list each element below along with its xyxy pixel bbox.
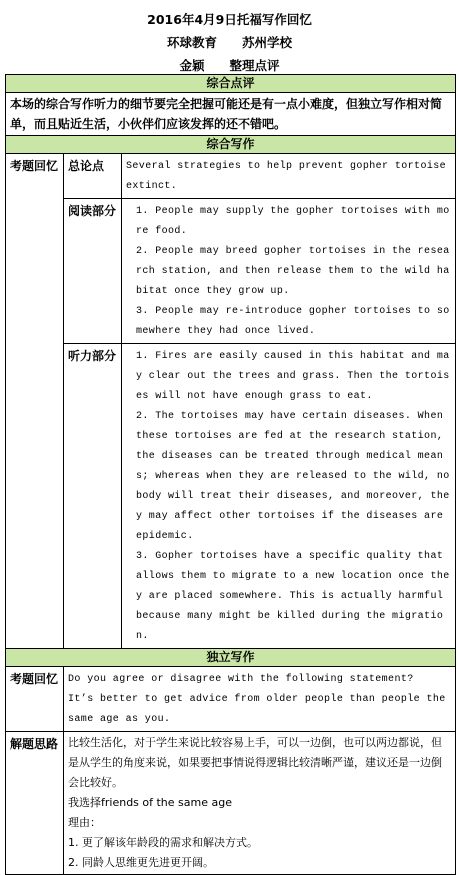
content-table <box>5 74 456 875</box>
reading-point: 1. People may supply the gopher tortoises with more food. <box>136 206 450 237</box>
listening-label: 听力部分 <box>64 344 122 649</box>
analysis-row <box>6 732 456 875</box>
listening-point: 1. Fires are easily caused in this habitat and may clear out the trees and grass. Then the tortoises will not have enough grass to eat. <box>136 351 450 402</box>
reason-item: 2. 同龄人思维更先进更开阔。 <box>68 856 214 869</box>
reading-point: 2. People may breed gopher tortoises in the research station, and then release them to the wild habitat once they grow up. <box>136 246 450 297</box>
independent-heading-row <box>6 649 456 667</box>
analysis-label: 解题思路 <box>6 732 64 875</box>
author-line: 金颖 整理点评 <box>179 58 280 73</box>
reason-item: 1. 更了解该年龄段的需求和解决方式。 <box>68 836 258 849</box>
listening-row <box>6 344 456 649</box>
topic-label: 总论点 <box>64 154 122 199</box>
question-line: It’s better to get advice from older people than people the same age as you. <box>68 694 446 725</box>
summary-text: 本场的综合写作听力的细节要完全把握可能还是有一点小难度，但独立写作相对简单，而且贴近生活，小伙伴们应该发挥的还不错吧。 <box>6 93 456 136</box>
listening-point: 2. The tortoises may have certain diseases. When these tortoises are fed at the research station, the diseases can be treated through medical means; whereas when they are released to the wild, nobody will treat their diseases, and moreover, they may affect other tortoises if the diseases are epidemic. <box>136 411 450 542</box>
reading-point: 3. People may re-introduce gopher tortoises to somewhere they had once lived. <box>136 306 450 337</box>
topic-row <box>6 154 456 199</box>
reasons-label: 理由： <box>68 816 101 829</box>
integrated-heading: 综合写作 <box>6 136 456 154</box>
independent-heading: 独立写作 <box>6 649 456 667</box>
summary-row <box>6 93 456 136</box>
school-line: 环球教育 苏州学校 <box>166 35 292 50</box>
question-row <box>6 667 456 732</box>
integrated-section-label: 考题回忆 <box>6 154 64 649</box>
analysis-content <box>64 732 456 875</box>
question-text <box>64 667 456 732</box>
document-title: 2016年4月9日托福写作回忆 <box>147 12 312 27</box>
reading-label: 阅读部分 <box>64 199 122 344</box>
choice-text: 我选择friends of the same age <box>68 796 232 809</box>
listening-points <box>122 344 456 649</box>
listening-point: 3. Gopher tortoises have a specific quality that allows them to migrate to a new location once they are placed somewhere. This is actually harmful because many might be killed during the migration. <box>136 551 450 642</box>
summary-heading-row <box>6 75 456 93</box>
integrated-heading-row <box>6 136 456 154</box>
summary-heading: 综合点评 <box>6 75 456 93</box>
question-line: Do you agree or disagree with the following statement? <box>68 674 414 685</box>
independent-section-label: 考题回忆 <box>6 667 64 732</box>
topic-text: Several strategies to help prevent gopher tortoise extinct. <box>122 154 456 199</box>
reading-row <box>6 199 456 344</box>
reading-points <box>122 199 456 344</box>
analysis-text: 比较生活化，对于学生来说比较容易上手，可以一边倒，也可以两边都说，但是从学生的角度来说，如果要把事情说得逻辑比较清晰严谨，建议还是一边倒会比较好。 <box>68 736 442 789</box>
